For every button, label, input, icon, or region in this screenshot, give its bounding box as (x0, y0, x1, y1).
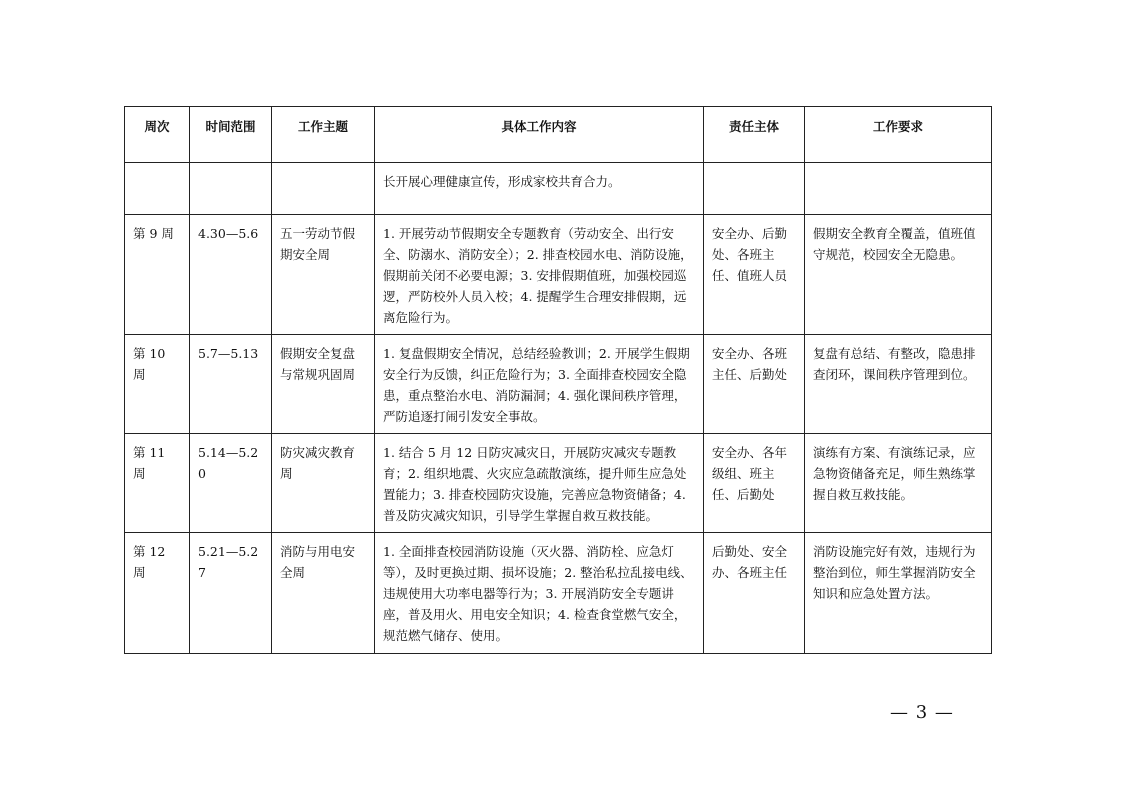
cell-owner (704, 163, 805, 215)
header-theme: 工作主题 (272, 107, 375, 163)
header-content: 具体工作内容 (375, 107, 704, 163)
cell-theme: 防灾减灾教育周 (272, 434, 375, 533)
cell-owner: 安全办、后勤处、各班主任、值班人员 (704, 215, 805, 335)
cell-owner: 安全办、各年级组、班主任、后勤处 (704, 434, 805, 533)
cell-range (190, 163, 272, 215)
cell-range: 5.21—5.27 (190, 533, 272, 654)
table-row (125, 335, 992, 434)
cell-week: 第 12 周 (125, 533, 190, 654)
table-row (125, 215, 992, 335)
cell-theme: 五一劳动节假期安全周 (272, 215, 375, 335)
table-row (125, 163, 992, 215)
table-row (125, 434, 992, 533)
schedule-table (124, 106, 992, 654)
cell-content: 1. 复盘假期安全情况，总结经验教训；2. 开展学生假期安全行为反馈，纠正危险行为；3. 全面排查校园安全隐患，重点整治水电、消防漏洞；4. 强化课间秩序管理，严防追逐打闹引发安全事故。 (375, 335, 704, 434)
cell-week: 第 10 周 (125, 335, 190, 434)
table-header-row (125, 107, 992, 163)
cell-range: 4.30—5.6 (190, 215, 272, 335)
cell-week (125, 163, 190, 215)
cell-week: 第 11 周 (125, 434, 190, 533)
cell-owner: 后勤处、安全办、各班主任 (704, 533, 805, 654)
cell-content: 1. 开展劳动节假期安全专题教育（劳动安全、出行安全、防溺水、消防安全）；2. 排查校园水电、消防设施，假期前关闭不必要电源；3. 安排假期值班，加强校园巡逻，严防校外人员入校；4. 提醒学生合理安排假期，远离危险行为。 (375, 215, 704, 335)
cell-requirement: 演练有方案、有演练记录，应急物资储备充足，师生熟练掌握自救互救技能。 (805, 434, 992, 533)
cell-owner: 安全办、各班主任、后勤处 (704, 335, 805, 434)
cell-theme (272, 163, 375, 215)
cell-content: 1. 结合 5 月 12 日防灾减灾日，开展防灾减灾专题教育；2. 组织地震、火灾应急疏散演练，提升师生应急处置能力；3. 排查校园防灾设施，完善应急物资储备；4. 普及防灾减灾知识，引导学生掌握自救互救技能。 (375, 434, 704, 533)
header-time-range: 时间范围 (190, 107, 272, 163)
header-week: 周次 (125, 107, 190, 163)
cell-requirement (805, 163, 992, 215)
header-owner: 责任主体 (704, 107, 805, 163)
cell-requirement: 复盘有总结、有整改，隐患排查闭环，课间秩序管理到位。 (805, 335, 992, 434)
cell-week: 第 9 周 (125, 215, 190, 335)
header-requirement: 工作要求 (805, 107, 992, 163)
cell-requirement: 假期安全教育全覆盖，值班值守规范，校园安全无隐患。 (805, 215, 992, 335)
cell-theme: 假期安全复盘与常规巩固周 (272, 335, 375, 434)
cell-range: 5.14—5.20 (190, 434, 272, 533)
page-number: — 3 — (890, 702, 954, 723)
cell-content: 1. 全面排查校园消防设施（灭火器、消防栓、应急灯等），及时更换过期、损坏设施；2. 整治私拉乱接电线、违规使用大功率电器等行为；3. 开展消防安全专题讲座，普及用火、用电安全知识；4. 检查食堂燃气安全，规范燃气储存、使用。 (375, 533, 704, 654)
table-row (125, 533, 992, 654)
cell-theme: 消防与用电安全周 (272, 533, 375, 654)
cell-requirement: 消防设施完好有效，违规行为整治到位，师生掌握消防安全知识和应急处置方法。 (805, 533, 992, 654)
cell-range: 5.7—5.13 (190, 335, 272, 434)
cell-content: 长开展心理健康宣传，形成家校共育合力。 (375, 163, 704, 215)
